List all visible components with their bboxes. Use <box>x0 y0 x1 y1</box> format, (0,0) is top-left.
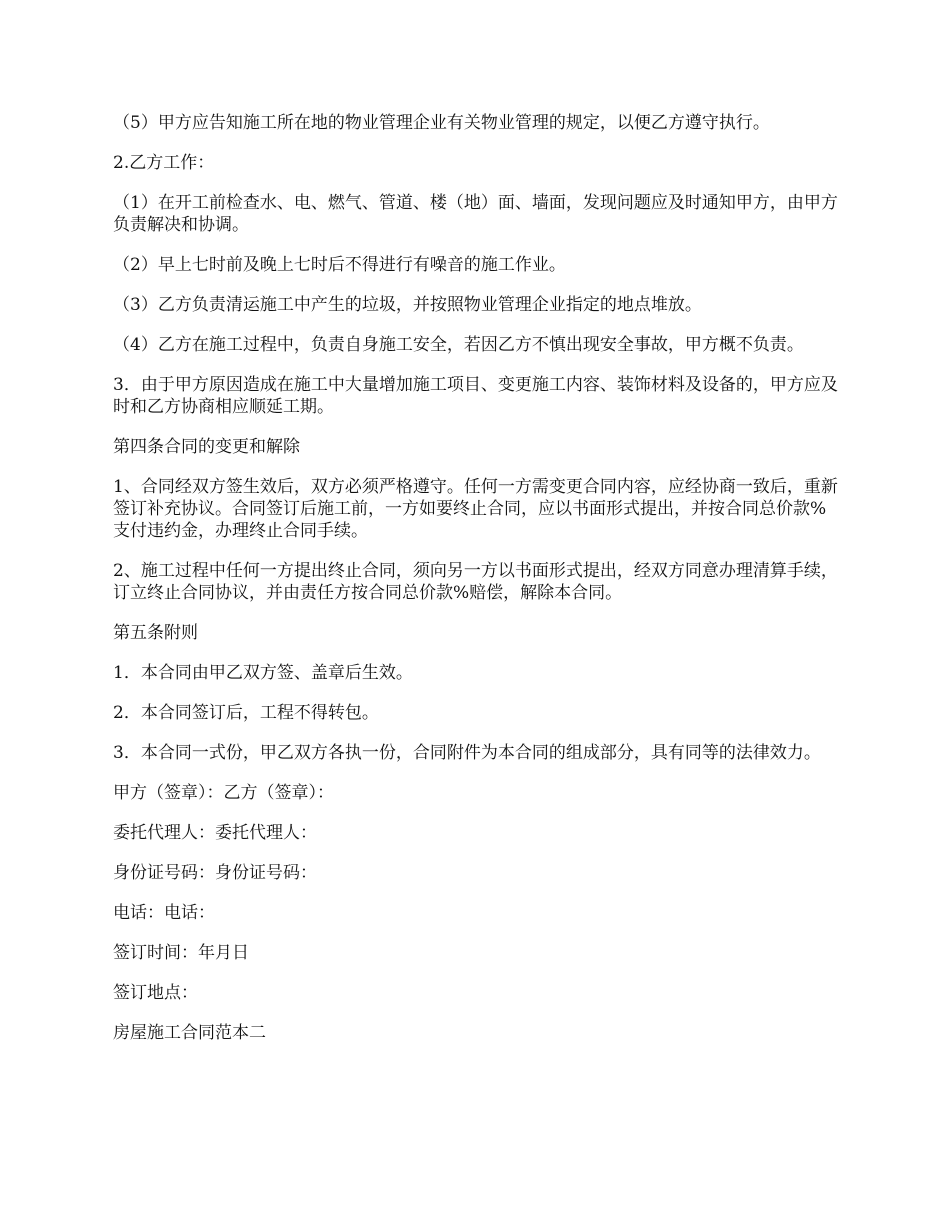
article-4-item-1: 1、合同经双方签生效后，双方必须严格遵守。任何一方需变更合同内容，应经协商一致后，重新签订补充协议。合同签订后施工前，一方如要终止合同，应以书面形式提出，并按合同总价款%支付违约金，办理终止合同手续。 <box>113 477 838 541</box>
article-5-item-1: 1．本合同由甲乙双方签、盖章后生效。 <box>113 663 413 683</box>
clause-b4-safety: （4）乙方在施工过程中，负责自身施工安全，若因乙方不慎出现安全事故，甲方概不负责。 <box>113 335 804 355</box>
next-template-title: 房屋施工合同范本二 <box>113 1023 266 1043</box>
clause-b3-waste: （3）乙方负责清运施工中产生的垃圾，并按照物业管理企业指定的地点堆放。 <box>113 295 702 315</box>
article-4-heading: 第四条合同的变更和解除 <box>113 437 300 457</box>
signing-place-line: 签订地点： <box>113 983 198 1003</box>
signature-line: 甲方（签章）：乙方（签章）： <box>113 783 334 803</box>
article-5-item-3: 3．本合同一式份，甲乙双方各执一份，合同附件为本合同的组成部分，具有同等的法律效力。 <box>113 743 821 763</box>
clause-5-notify-property: （5）甲方应告知施工所在地的物业管理企业有关物业管理的规定，以便乙方遵守执行。 <box>113 113 770 133</box>
clause-3-extension: 3．由于甲方原因造成在施工中大量增加施工项目、变更施工内容、装饰材料及设备的，甲方应及时和乙方协商相应顺延工期。 <box>113 375 838 417</box>
clause-b2-noise: （2）早上七时前及晚上七时后不得进行有噪音的施工作业。 <box>113 255 566 275</box>
clause-b1-inspection: （1）在开工前检查水、电、燃气、管道、楼（地）面、墙面，发现问题应及时通知甲方，由甲方负责解决和协调。 <box>113 193 838 235</box>
document-body <box>113 112 843 1062</box>
article-5-item-2: 2．本合同签订后，工程不得转包。 <box>113 703 379 723</box>
article-5-heading: 第五条附则 <box>113 623 198 643</box>
phone-line: 电话：电话： <box>113 903 215 923</box>
article-4-item-2: 2、施工过程中任何一方提出终止合同，须向另一方以书面形式提出，经双方同意办理清算手续，订立终止合同协议，并由责任方按合同总价款%赔偿，解除本合同。 <box>113 561 838 603</box>
id-number-line: 身份证号码：身份证号码： <box>113 863 317 883</box>
section-party-b-work: 2.乙方工作： <box>113 153 215 173</box>
signing-date-line: 签订时间：年月日 <box>113 943 249 963</box>
agent-line: 委托代理人：委托代理人： <box>113 823 317 843</box>
